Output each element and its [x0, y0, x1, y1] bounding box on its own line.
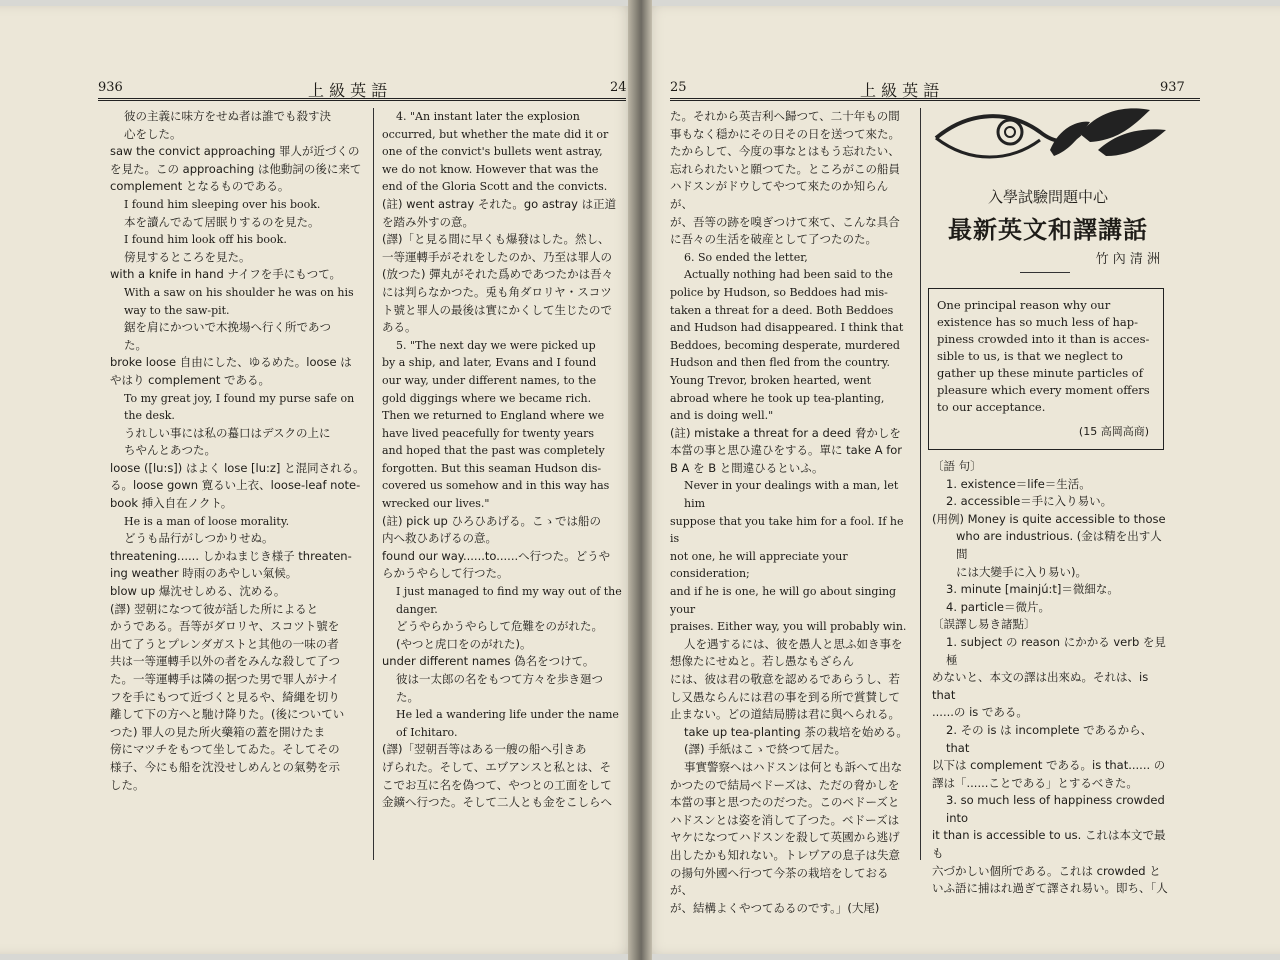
left-column-1: [110, 108, 368, 794]
text-line: ヤケになつてハドスンを殺して英國から逃げ: [670, 830, 900, 845]
right-page-header: [670, 78, 1200, 100]
text-line: には、彼は君の敬意を認めるであらうし、若: [670, 672, 900, 686]
text-line: and Hudson had disappeared. I think that: [670, 321, 904, 335]
text-line: 4. "An instant later the explosion: [396, 110, 580, 123]
text-line: occurred, but whether the mate did it or: [382, 127, 609, 141]
book-gutter: [628, 0, 652, 960]
text-line: 2. accessible＝手に入り易い。: [946, 494, 1113, 509]
text-line: ハドスンとは姿を消して了つた。ベドーズは: [670, 812, 900, 827]
column-divider: [373, 108, 374, 860]
text-line: 傍にマツチをもつて坐してゐた。そしてその: [110, 742, 340, 757]
text-line: うれしい事には私の蟇口はデスクの上に: [124, 425, 331, 440]
text-line: いふ語に捕はれ過ぎて譯され易い。即ち、「人: [932, 881, 1168, 896]
text-line: complement となるものである。: [110, 179, 290, 194]
text-line: 想像たにせぬと。若し愚なもざらん: [670, 654, 854, 669]
text-line: way to the saw-pit.: [124, 303, 230, 317]
passage-line: One principal reason why our: [937, 298, 1111, 312]
text-line: Young Trevor, broken hearted, went: [670, 373, 872, 387]
text-line: 彼は一太郎の名をもつて方々を歩き廻つ: [396, 672, 603, 686]
text-line: 6. So ended the letter,: [684, 250, 808, 264]
text-line: した。: [110, 777, 145, 792]
text-line: To my great joy, I found my purse safe on: [124, 391, 355, 405]
text-line: 傍見するところを見た。: [124, 249, 251, 264]
text-line: どうやらかうやらして危難をのがれた。: [396, 619, 603, 634]
text-line: 事もなく穏かにその日その日を送つて來た。: [670, 126, 900, 141]
text-line: abroad where he took up tea-planting,: [670, 391, 885, 405]
text-line: take up tea-planting 茶の栽培を始める。: [684, 724, 908, 739]
text-line: (譯)「翌朝吾等はある一艘の船へ引きあ: [382, 742, 587, 757]
text-line: book 挿入自在ノクト。: [110, 496, 233, 511]
right-issue-number: 25: [670, 80, 687, 95]
text-line: I just managed to find my way out of the: [396, 585, 622, 599]
text-line: (用例) Money is quite accessible to those: [932, 511, 1166, 526]
text-line: 1. existence＝life＝生活。: [946, 476, 1091, 491]
text-line: 金鑛へ行つた。そして二人とも金をこしらへ: [382, 795, 612, 810]
text-line: police by Hudson, so Beddoes had mis-: [670, 285, 888, 299]
text-line: には判らなかつた。兎も角ダロリヤ・スコツ: [382, 284, 612, 299]
text-line: (譯) 翌朝になつて彼が話した所によると: [110, 601, 319, 616]
text-line: I found him look off his book.: [124, 233, 287, 247]
right-page-running-title: 上 級 英 語: [860, 81, 940, 100]
text-line: and is doing well.": [670, 409, 774, 423]
text-line: 以下は complement である。is that...... の: [932, 758, 1166, 773]
text-line: ing weather 時雨のあやしい氣候。: [110, 566, 298, 581]
text-line: を見た。この approaching は他動詞の後に来て: [110, 161, 362, 176]
exam-source: (15 高岡高商): [1078, 425, 1149, 438]
text-line: 一等運轉手がそれをしたのか、乃至は罪人の: [382, 249, 612, 264]
text-line: and if he is one, he will go about singing your: [670, 585, 897, 616]
text-line: が、吾等の跡を嗅ぎつけて來て、こんな具合: [670, 214, 900, 229]
left-header-rule: [98, 98, 626, 101]
left-column-2: [382, 108, 622, 812]
text-line: 3. minute [mainjú:t]＝微細な。: [946, 582, 1119, 597]
text-line: 止まない。どの道結局勝は君に與へられる。: [670, 707, 900, 722]
text-line: not one, he will appreciate your consideration;: [670, 549, 848, 581]
text-line: saw the convict approaching 罪人が近づくの: [110, 144, 360, 159]
left-page-number: 936: [98, 80, 123, 95]
text-line: gold diggings where we became rich.: [382, 391, 592, 405]
text-line: が、結構よくやつてゐるのです。」(大尾): [670, 900, 880, 915]
text-line: の揚句外國へ行つて今茶の栽培をしておるが、: [670, 865, 889, 898]
passage-line: gather up these minute particles of: [937, 366, 1143, 380]
text-line: the desk.: [124, 409, 175, 423]
passage-line: piness crowded into it than is acces-: [937, 332, 1150, 346]
text-line: Hudson and then fled from the country.: [670, 356, 890, 370]
exam-passage-box: [928, 288, 1164, 450]
text-line: have lived peacefully for twenty years: [382, 426, 595, 440]
text-line: 忘れられたいと願つてた。ところがこの船員: [670, 161, 900, 176]
right-column-2: [932, 458, 1168, 898]
text-line: げられた。そして、エヷアンスと私とは、そ: [382, 759, 611, 774]
text-line: 共は一等運轉手以外の者をみんな殺して了つ: [110, 654, 340, 669]
text-line: かつたので結局ベドーズは、ただの脅かしを: [670, 777, 900, 792]
text-line: With a saw on his shoulder he was on his: [124, 285, 354, 299]
passage-line: sible to us, is that we neglect to: [937, 349, 1123, 363]
passage-line: existence has so much less of hap-: [937, 315, 1139, 329]
text-line: with a knife in hand ナイフを手にもつて。: [110, 267, 342, 282]
leaf-scroll-ornament-icon: [930, 100, 1170, 164]
left-issue-number: 24: [610, 80, 627, 95]
text-line: suppose that you take him for a fool. If he is: [670, 514, 904, 546]
text-line: our way, under different names, to the: [382, 373, 597, 387]
text-line: 本當の事と思ひ違ひをする。單に take A for: [670, 443, 903, 458]
text-line: covered us somehow and in this way has: [382, 479, 610, 493]
text-line: 3. so much less of happiness crowded into: [946, 793, 1165, 825]
text-line: た。: [124, 337, 147, 352]
text-line: (註) pick up ひろひあげる。こゝでは船の: [382, 513, 602, 528]
text-line: found our way......to......へ行つた。どうや: [382, 548, 611, 563]
text-line: かうである。吾等がダロリヤ、スコツト號を: [110, 619, 340, 634]
text-line: 鋸を肩にかついで木挽場へ行く所であつ: [124, 320, 331, 335]
text-line: どうも品行がしつかりせぬ。: [124, 531, 274, 546]
text-line: He is a man of loose morality.: [124, 514, 290, 528]
text-line: Beddoes, becoming desperate, murdered: [670, 338, 900, 352]
text-line: I found him sleeping over his book.: [124, 197, 321, 211]
text-line: taken a threat for a deed. Both Beddoes: [670, 303, 894, 317]
column-divider: [920, 108, 921, 860]
text-line: who are industrious. (金は精を出す人間: [956, 529, 1162, 561]
text-line: broke loose 自由にした、ゆるめた。loose は: [110, 355, 352, 370]
text-line: やはり complement である。: [110, 372, 271, 387]
author-name: 竹 內 清 洲: [1095, 252, 1160, 267]
text-line: 1. subject の reason にかかる verb を見極: [946, 634, 1166, 667]
text-line: wrecked our lives.": [382, 497, 490, 511]
text-line: one of the convict's bullets went astray,: [382, 145, 603, 159]
text-line: (註) went astray それた。go astray は正道: [382, 196, 617, 211]
text-line: 離して下の方へと馳け降りた。(後についてい: [110, 707, 345, 722]
left-page-running-title: 上 級 英 語: [308, 81, 388, 100]
text-line: た。: [396, 689, 419, 704]
text-line: 本を讀んでゐて居眠りするのを見た。: [124, 214, 320, 229]
text-line: B A を B と間違ひるといふ。: [670, 460, 824, 475]
text-line: た。それから英吉利へ歸つて、二十年もの間: [670, 109, 900, 123]
text-line: Never in your dealings with a man, let him: [684, 479, 899, 511]
text-line: 人を遇するには、彼を愚人と思ふ如き事を: [684, 636, 903, 651]
passage-line: pleasure which every moment offers: [937, 383, 1150, 397]
text-line: 出したかも知れない。トレヷアの息子は失意: [670, 847, 900, 862]
text-line: 〔語 句〕: [932, 459, 982, 473]
text-line: つた) 罪人の見た所火藥箱の蓋を開けたま: [110, 724, 326, 739]
text-line: 譯は「......ことである」とするべきた。: [932, 775, 1138, 790]
text-line: た。一等運轉手は隣の据つた男で罪人がナイ: [110, 672, 340, 686]
text-line: (放つた) 彈丸がそれた爲めであつたかは吾々: [382, 267, 614, 282]
text-line: ある。: [382, 320, 417, 335]
section-title: 最新英文和譯講話: [948, 216, 1148, 244]
text-line: ......の is である。: [932, 705, 1028, 720]
text-line: (譯) 手紙はこゝで終つて居た。: [684, 742, 847, 757]
text-line: フを手にもつて近づくと見るや、綺繩を切り: [110, 689, 340, 704]
text-line: に吾々の生活を破産として了つたのた。: [670, 232, 877, 247]
text-line: を踏み外すの意。: [382, 214, 474, 229]
exam-passage-text: [937, 297, 1157, 416]
right-page-number: 937: [1160, 80, 1185, 95]
text-line: 六づかしい個所である。これは crowded と: [932, 863, 1161, 878]
left-page: [0, 6, 638, 954]
text-line: 様子、今にも船を沈没せしめんとの氣勢を示: [110, 759, 340, 774]
text-line: 本當の事と思つたのだつた。このベドーズと: [670, 795, 900, 810]
text-line: (やつと虎口をのがれた)。: [396, 636, 532, 651]
text-line: ト號と罪人の最後は實にかくして生じたので: [382, 302, 612, 317]
right-column-1: [670, 108, 910, 917]
section-subtitle: 入學試驗問題中心: [987, 188, 1108, 206]
text-line: we do not know. However that was the: [382, 162, 599, 176]
text-line: blow up 爆沈せしめる、沈める。: [110, 584, 286, 599]
text-line: ハドスンがドウしてやつて來たのか知らんが、: [670, 179, 889, 211]
text-line: (譯)「と見る間に早くも爆發はした。然し、: [382, 232, 610, 247]
left-page-header: [98, 78, 628, 100]
text-line: こでお互に名を偽つて、やつとの工面をして: [382, 777, 612, 792]
passage-line: to our acceptance.: [937, 400, 1046, 414]
text-line: loose ([lu:s]) はよく lose [lu:z] と混同される。: [110, 460, 365, 475]
text-line: ちやんとあつた。: [124, 443, 216, 458]
text-line: forgotten. But this seaman Hudson dis-: [382, 461, 602, 475]
text-line: threatening...... しかねまじき様子 threaten-: [110, 548, 352, 563]
author-rule: [1020, 272, 1070, 273]
text-line: らかうやらして行つた。: [382, 566, 509, 581]
text-line: end of the Gloria Scott and the convicts.: [382, 180, 608, 194]
text-line: 4. particle＝微片。: [946, 599, 1050, 614]
text-line: し又愚ならんには君の事を到る所で賞賛して: [670, 689, 900, 704]
text-line: めないと、本文の譯は出來ぬ。それは、is that: [932, 670, 1149, 702]
text-line: 心をした。: [124, 126, 182, 141]
text-line: of Ichitaro.: [396, 725, 458, 739]
text-line: 内へ救ひあげるの意。: [382, 531, 497, 546]
text-line: 〔誤譯し易き諸點〕: [932, 617, 1036, 632]
text-line: 出て了うとプレンダガストと其他の一味の者: [110, 636, 339, 651]
text-line: by a ship, and later, Evans and I found: [382, 356, 597, 370]
text-line: (註) mistake a threat for a deed 脅かしを: [670, 425, 901, 440]
text-line: it than is accessible to us. これは本文で最も: [932, 828, 1166, 861]
text-line: Actually nothing had been said to the: [684, 268, 893, 282]
text-line: 事實警察へはハドスンは何とも訴へて出な: [684, 759, 903, 774]
text-line: 2. その is は incomplete であるから、that: [946, 722, 1153, 755]
text-line: 彼の主義に味方をせぬ者は誰でも殺す決: [124, 109, 331, 123]
text-line: る。loose gown 寛るい上衣、loose-leaf note-: [110, 478, 361, 493]
text-line: under different names 偽名をつけて。: [382, 654, 595, 669]
text-line: praises. Either way, you will probably win.: [670, 620, 907, 634]
text-line: たからして、今度の事なとはもう忘れたい、: [670, 144, 900, 159]
text-line: danger.: [396, 602, 438, 616]
text-line: には大變手に入り易い)。: [956, 564, 1087, 579]
text-line: and hoped that the past was completely: [382, 444, 605, 458]
text-line: 5. "The next day we were picked up: [396, 338, 596, 352]
text-line: Then we returned to England where we: [382, 409, 605, 423]
text-line: He led a wandering life under the name: [396, 708, 619, 722]
